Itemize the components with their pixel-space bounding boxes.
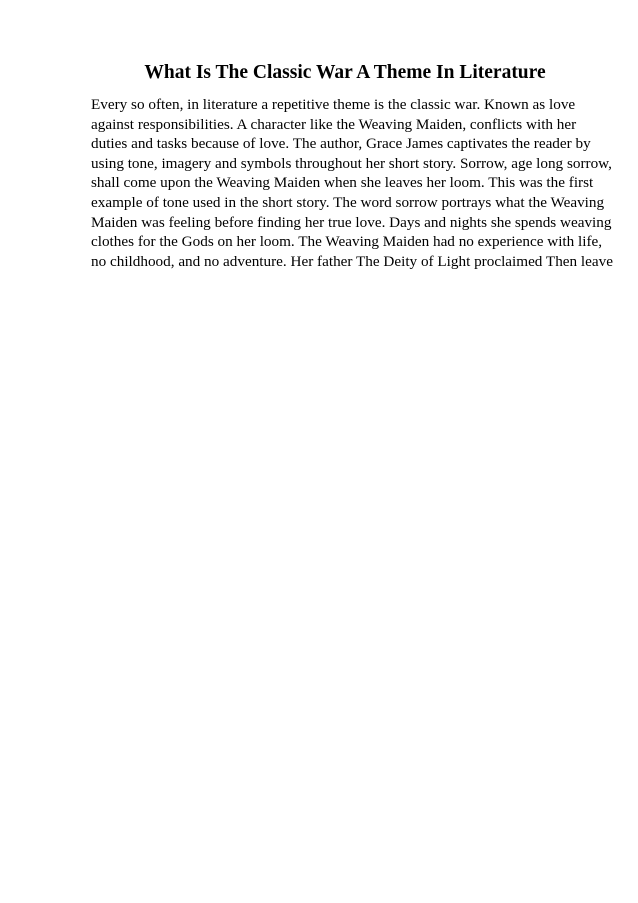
body-line: against responsibilities. A character like the Weaving Maiden, conflicts with her: [91, 115, 577, 133]
body-line: Maiden was feeling before finding her true love. Days and nights she spends weaving: [91, 213, 612, 231]
body-line: no childhood, and no adventure. Her father The Deity of Light proclaimed Then leave: [91, 252, 613, 270]
document-body: [91, 95, 611, 271]
body-line: duties and tasks because of love. The author, Grace James captivates the reader by: [91, 135, 591, 153]
body-line: shall come upon the Weaving Maiden when she leaves her loom. This was the first: [91, 174, 594, 192]
body-line: clothes for the Gods on her loom. The Weaving Maiden had no experience with life,: [91, 233, 603, 251]
body-line: using tone, imagery and symbols throughout her short story. Sorrow, age long sorrow,: [91, 154, 612, 172]
body-line: Every so often, in literature a repetitive theme is the classic war. Known as love: [91, 96, 576, 113]
document-title: What Is The Classic War A Theme In Literature: [144, 62, 546, 83]
body-line: example of tone used in the short story. The word sorrow portrays what the Weaving: [91, 193, 605, 211]
